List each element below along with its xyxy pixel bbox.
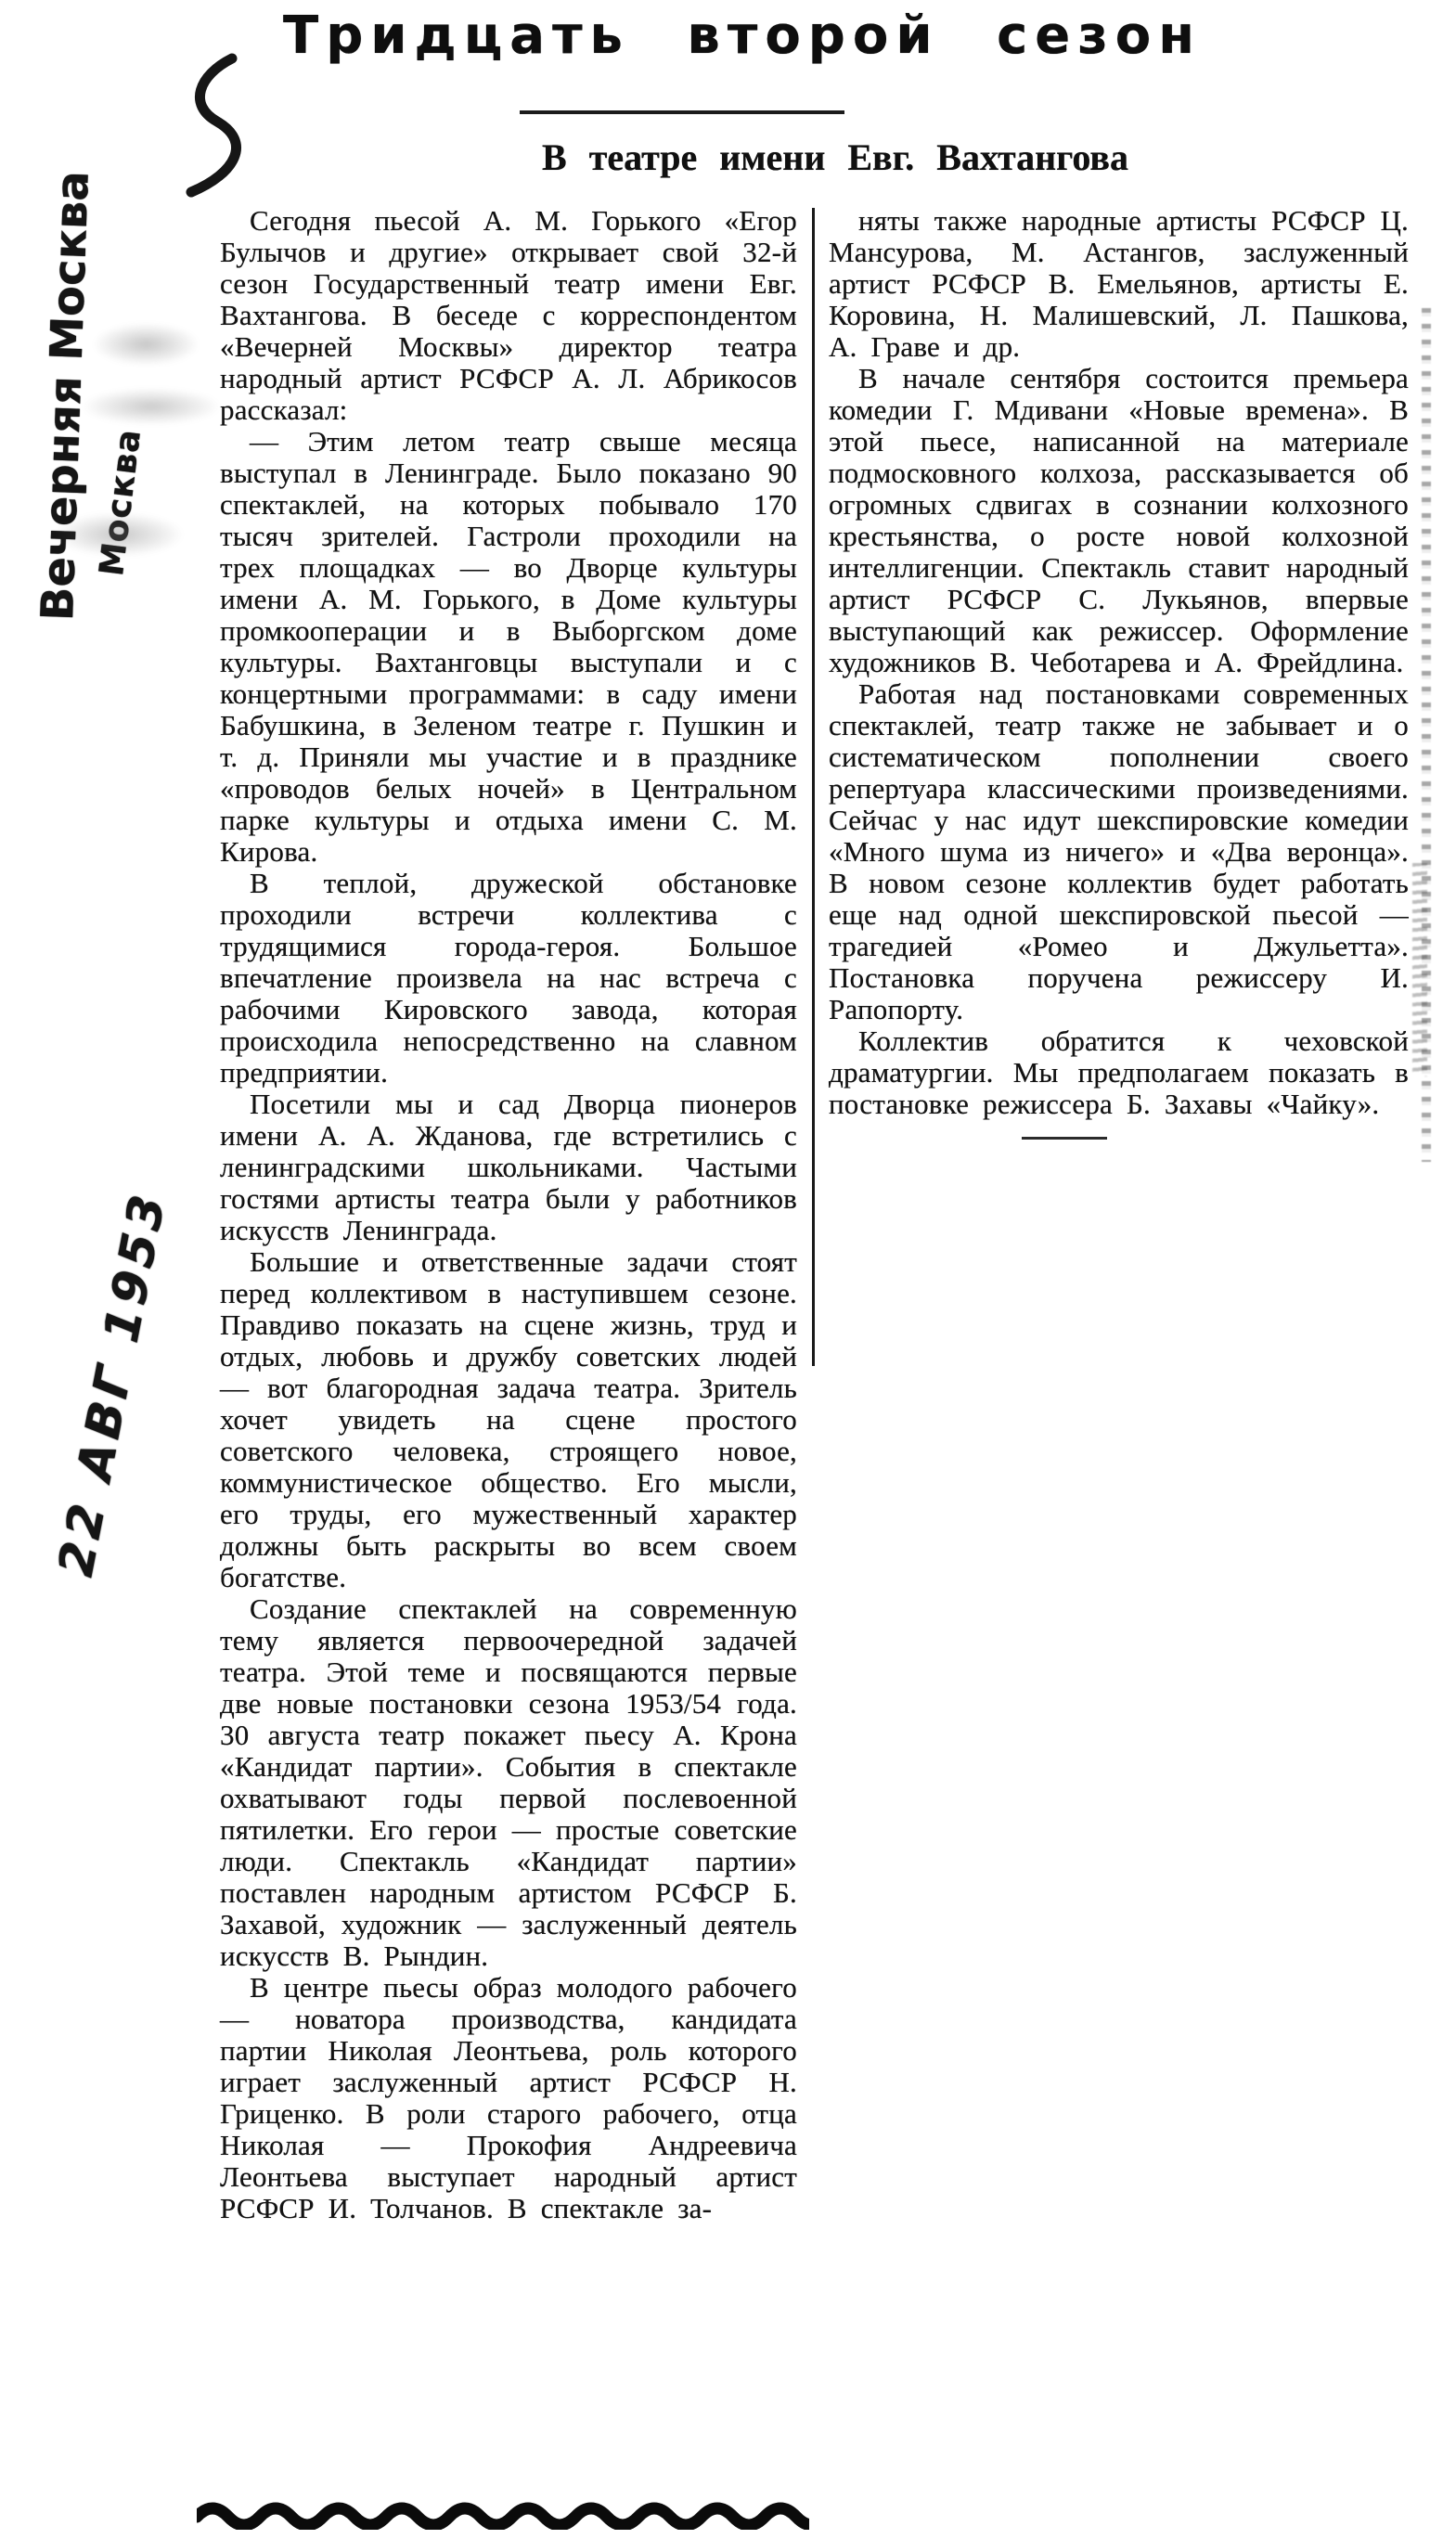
article-end-dash	[1022, 1137, 1107, 1140]
scan-smudge	[93, 323, 200, 366]
paragraph: В начале сентября состоится премьера комедии Г. Мдивани «Новые времена». В этой пьесе, написанной на материале подмосковного колхоза, рассказывается об огромных сдвигах в сознании колхозного крестьянства, о росте новой колхозной интеллигенции. Спектакль ставит народный артист РСФСР С. Лукьянов, впервые выступающий как режиссер. Оформление художников В. Чеботарева и А. Фрейдлина.	[829, 362, 1409, 678]
paragraph: Сегодня пьесой А. М. Горького «Егор Булычов и другие» открывает свой 32-й сезон Государственный театр имени Евг. Вахтангова. В беседе с корреспондентом «Вечерней Москвы» директор театра народный артист РСФСР А. Л. Абрикосов рассказал:	[220, 204, 797, 426]
paragraph: Посетили мы и сад Дворца пионеров имени А. А. Жданова, где встретились с ленинградскими школьниками. Частыми гостями артисты театра были у работников искусств Ленинграда.	[220, 1088, 797, 1246]
scan-smudge	[82, 388, 221, 425]
publication-stamp: Вечерняя Москва	[32, 170, 99, 622]
city-stamp: Москва	[93, 426, 149, 578]
paragraph: В теплой, дружеской обстановке проходили встречи коллектива с трудящимися города-героя. Большое впечатление произвела на нас встреча с рабочими Кировского завода, которая происходила непосредственно на славном предприятии.	[220, 867, 797, 1089]
paragraph: В центре пьесы образ молодого рабочего — новатора производства, кандидата партии Николая Леонтьева, роль которого играет заслуженный артист РСФСР Н. Гриценко. В роли старого рабочего, отца Николая — Прокофия Андреевича Леонтьева выступает народный артист РСФСР И. Толчанов. В спектакле за-	[220, 1971, 797, 2224]
left-column	[220, 205, 797, 2224]
paragraph: Создание спектаклей на современную тему является первоочередной задачей театра. Этой теме и посвящаются первые две новые постановки сезона 1953/54 года. 30 августа театр покажет пьесу А. Крона «Кандидат партии». События в спектакле охватывают годы первой послевоенной пятилетки. Его герои — простые советские люди. Спектакль «Кандидат партии» поставлен народным артистом РСФСР Б. Захавой, художник — заслуженный деятель искусств В. Рындин.	[220, 1592, 797, 1972]
article-title: Тридцать второй сезон	[283, 6, 1202, 66]
right-column	[829, 205, 1409, 1140]
paragraph: Большие и ответственные задачи стоят перед коллективом в наступившем сезоне. Правдиво показать на сцене жизнь, труд и отдых, любовь и дружбу советских людей — вот благородная задача театра. Зритель хочет увидеть на сцене простого советского человека, строящего новое, коммунистическое общество. Его мысли, его труды, его мужественный характер должны быть раскрыты во всем своем богатстве.	[220, 1245, 797, 1593]
article-subtitle: В театре имени Евг. Вахтангова	[542, 136, 1128, 178]
paragraph: Работая над постановками современных спектаклей, театр также не забывает и о систематическом пополнении своего репертуара классическими произведениями. Сейчас у нас идут шекспировские комедии «Много шума из ничего» и «Два веронца». В новом сезоне коллектив будет работать еще над одной шекспировской пьесой — трагедией «Ромео и Джульетта». Постановка поручена режиссеру И. Рапопорту.	[829, 677, 1409, 1025]
date-stamp: 22 АВГ 1953	[48, 1186, 178, 1581]
title-divider-rule	[520, 110, 844, 114]
wavy-end-rule	[197, 2496, 809, 2530]
column-divider-rule	[812, 208, 815, 1366]
paragraph: Коллектив обратится к чеховской драматургии. Мы предполагаем показать в постановке режиссера Б. Захавы «Чайку».	[829, 1025, 1409, 1120]
paragraph: няты также народные артисты РСФСР Ц. Мансурова, М. Астангов, заслуженный артист РСФСР В. Емельянов, артисты Е. Коровина, Н. Малишевский, Л. Пашкова, А. Граве и др.	[829, 204, 1409, 363]
paragraph: — Этим летом театр свыше месяца выступал в Ленинграде. Было показано 90 спектаклей, на которых побывало 170 тысяч зрителей. Гастроли проходили на трех площадках — во Дворце культуры имени А. М. Горького, в Доме культуры промкооперации и в Выборгском доме культуры. Вахтанговцы выступали и с концертными программами: в саду имени Бабушкина, в Зеленом театре г. Пушкин и т. д. Приняли мы участие и в празднике «проводов белых ночей» в Центральном парке культуры и отдыха имени С. М. Кирова.	[220, 425, 797, 868]
scan-smudge	[54, 512, 184, 557]
handwritten-page-mark-icon	[174, 51, 263, 204]
scan-edge-noise	[1412, 863, 1427, 1076]
